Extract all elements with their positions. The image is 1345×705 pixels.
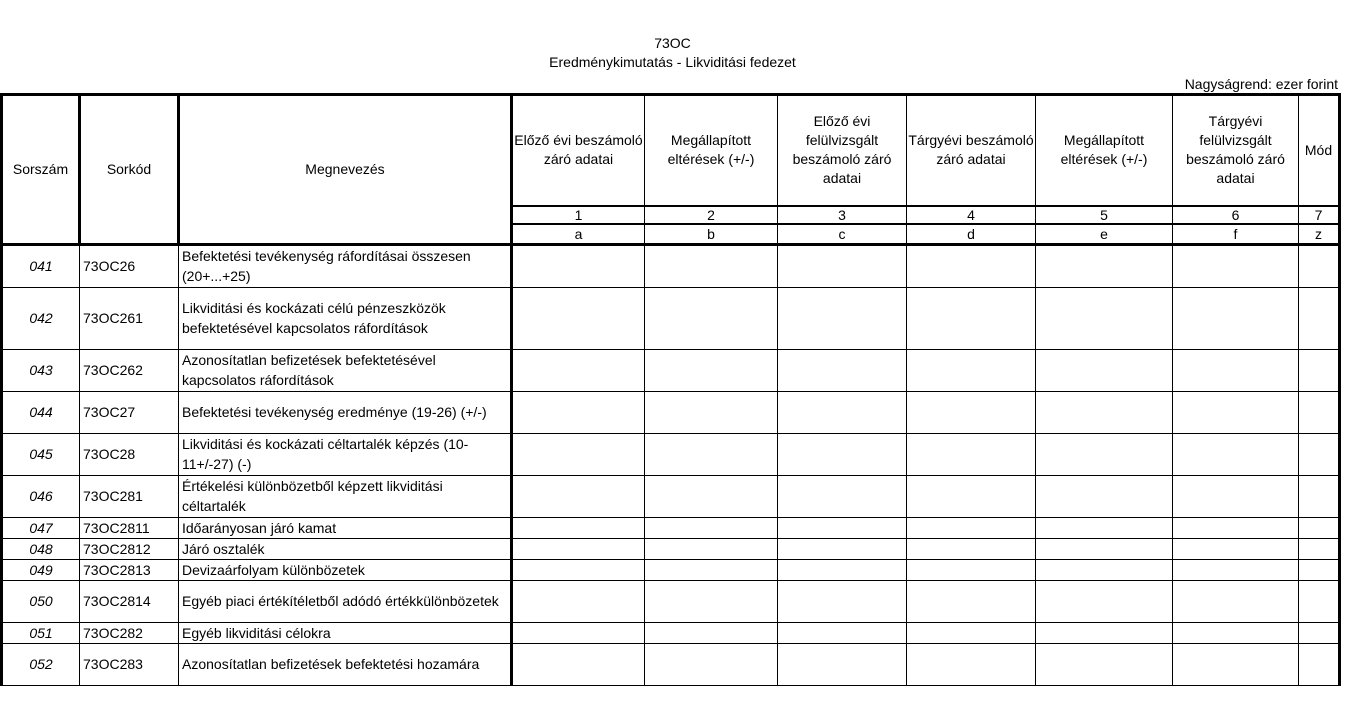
form-title: Eredménykimutatás - Likviditási fedezet [549,54,796,70]
row-sorszam: 045 [2,433,80,475]
row-sorszam: 049 [2,559,80,580]
row-sorszam: 043 [2,349,80,391]
value-cell[interactable] [778,475,907,517]
col-num: 4 [907,206,1036,224]
value-cell[interactable] [778,391,907,433]
value-cell[interactable] [512,580,645,622]
value-cell[interactable] [512,475,645,517]
col-letter: d [907,224,1036,245]
col-letter: a [512,224,645,245]
col-num: 3 [778,206,907,224]
row-sorkod: 73OC283 [80,643,179,685]
col-letter: f [1173,224,1299,245]
row-sorkod: 73OC2814 [80,580,179,622]
value-cell[interactable] [512,622,645,643]
row-sorszam: 052 [2,643,80,685]
value-cell[interactable] [778,538,907,559]
col-header-z: Mód [1299,95,1340,206]
value-cell[interactable] [645,244,778,287]
value-cell[interactable] [645,580,778,622]
value-cell[interactable] [1299,475,1340,517]
table-row [2,580,1340,622]
value-cell[interactable] [1173,433,1299,475]
value-cell[interactable] [1036,391,1173,433]
col-num: 2 [645,206,778,224]
row-sorkod: 73OC2813 [80,559,179,580]
value-cell[interactable] [1299,391,1340,433]
table-row [2,433,1340,475]
value-cell[interactable] [1299,580,1340,622]
value-cell[interactable] [1173,643,1299,685]
value-cell[interactable] [907,244,1036,287]
value-cell[interactable] [645,538,778,559]
value-cell[interactable] [778,287,907,349]
value-cell[interactable] [907,580,1036,622]
col-header-c: Előző évi felülvizsgált beszámoló záró adatai [778,95,907,206]
value-cell[interactable] [907,622,1036,643]
value-cell[interactable] [512,433,645,475]
row-megnevezes: Értékelési különbözetből képzett likviditási céltartalék [179,475,512,517]
value-cell[interactable] [645,643,778,685]
report-table [0,93,1341,686]
value-cell[interactable] [778,559,907,580]
table-row [2,559,1340,580]
value-cell[interactable] [1036,559,1173,580]
value-cell[interactable] [1173,287,1299,349]
row-megnevezes: Devizaárfolyam különbözetek [179,559,512,580]
header-row [2,95,1340,206]
value-cell[interactable] [645,622,778,643]
row-sorszam: 041 [2,244,80,287]
row-sorkod: 73OC28 [80,433,179,475]
value-cell[interactable] [907,349,1036,391]
row-sorkod: 73OC2811 [80,517,179,538]
table-row [2,622,1340,643]
col-header-megnevezes: Megnevezés [179,95,512,245]
row-sorszam: 047 [2,517,80,538]
value-cell[interactable] [1036,538,1173,559]
value-cell[interactable] [778,517,907,538]
value-cell[interactable] [1173,244,1299,287]
table-row [2,349,1340,391]
row-megnevezes: Egyéb likviditási célokra [179,622,512,643]
value-cell[interactable] [645,559,778,580]
table-row [2,475,1340,517]
value-cell[interactable] [645,517,778,538]
value-cell[interactable] [907,643,1036,685]
value-cell[interactable] [1173,580,1299,622]
col-header-a: Előző évi beszámoló záró adatai [512,95,645,206]
row-sorkod: 73OC262 [80,349,179,391]
col-header-sorszam: Sorszám [2,95,80,245]
form-code: 73OC [654,35,691,51]
value-cell[interactable] [778,349,907,391]
row-sorszam: 042 [2,287,80,349]
row-sorkod: 73OC27 [80,391,179,433]
col-header-d: Tárgyévi beszámoló záró adatai [907,95,1036,206]
value-cell[interactable] [1299,244,1340,287]
row-sorszam: 051 [2,622,80,643]
row-megnevezes: Befektetési tevékenység eredménye (19-26) (+/-) [179,391,512,433]
row-megnevezes: Járó osztalék [179,538,512,559]
value-cell[interactable] [1036,517,1173,538]
value-cell[interactable] [907,391,1036,433]
row-sorkod: 73OC281 [80,475,179,517]
col-header-e: Megállapított eltérések (+/-) [1036,95,1173,206]
value-cell[interactable] [1036,622,1173,643]
value-cell[interactable] [645,391,778,433]
row-sorkod: 73OC26 [80,244,179,287]
value-cell[interactable] [907,517,1036,538]
value-cell[interactable] [512,287,645,349]
row-megnevezes: Azonosítatlan befizetések befektetési hozamára [179,643,512,685]
col-letter: c [778,224,907,245]
row-sorkod: 73OC282 [80,622,179,643]
value-cell[interactable] [778,244,907,287]
row-megnevezes: Egyéb piaci értékítéletből adódó értékkülönbözetek [179,580,512,622]
value-cell[interactable] [512,538,645,559]
value-cell[interactable] [1173,622,1299,643]
value-cell[interactable] [645,433,778,475]
table-row [2,643,1340,685]
row-sorkod: 73OC2812 [80,538,179,559]
value-cell[interactable] [645,287,778,349]
row-sorkod: 73OC261 [80,287,179,349]
col-num: 6 [1173,206,1299,224]
table-row [2,517,1340,538]
value-cell[interactable] [1173,517,1299,538]
table-row [2,538,1340,559]
value-cell[interactable] [1036,349,1173,391]
value-cell[interactable] [512,391,645,433]
col-num: 7 [1299,206,1340,224]
table-row [2,287,1340,349]
value-cell[interactable] [512,517,645,538]
row-megnevezes: Időarányosan járó kamat [179,517,512,538]
col-header-b: Megállapított eltérések (+/-) [645,95,778,206]
col-letter: b [645,224,778,245]
value-cell[interactable] [645,475,778,517]
value-cell[interactable] [907,538,1036,559]
col-letter: z [1299,224,1340,245]
value-cell[interactable] [907,287,1036,349]
unit-label: Nagyságrend: ezer forint [1184,76,1338,92]
value-cell[interactable] [907,559,1036,580]
row-megnevezes: Likviditási és kockázati céltartalék képzés (10-11+/-27) (-) [179,433,512,475]
value-cell[interactable] [1299,538,1340,559]
value-cell[interactable] [645,349,778,391]
value-cell[interactable] [1299,349,1340,391]
row-sorszam: 048 [2,538,80,559]
value-cell[interactable] [1036,244,1173,287]
value-cell[interactable] [1299,517,1340,538]
value-cell[interactable] [512,559,645,580]
value-cell[interactable] [1036,580,1173,622]
col-header-f: Tárgyévi felülvizsgált beszámoló záró adatai [1173,95,1299,206]
value-cell[interactable] [1299,433,1340,475]
value-cell[interactable] [1036,433,1173,475]
col-letter: e [1036,224,1173,245]
value-cell[interactable] [1173,349,1299,391]
value-cell[interactable] [1036,287,1173,349]
row-sorszam: 044 [2,391,80,433]
col-header-sorkod: Sorkód [80,95,179,245]
value-cell[interactable] [1036,475,1173,517]
value-cell[interactable] [1299,643,1340,685]
table-row [2,391,1340,433]
value-cell[interactable] [1173,538,1299,559]
value-cell[interactable] [512,349,645,391]
col-num: 5 [1036,206,1173,224]
value-cell[interactable] [1299,287,1340,349]
value-cell[interactable] [1173,391,1299,433]
value-cell[interactable] [1173,475,1299,517]
value-cell[interactable] [1173,559,1299,580]
value-cell[interactable] [778,643,907,685]
value-cell[interactable] [778,433,907,475]
value-cell[interactable] [1036,643,1173,685]
value-cell[interactable] [1299,559,1340,580]
value-cell[interactable] [512,244,645,287]
value-cell[interactable] [907,433,1036,475]
row-megnevezes: Befektetési tevékenység ráfordításai összesen (20+...+25) [179,244,512,287]
row-sorszam: 050 [2,580,80,622]
table-row [2,244,1340,287]
row-megnevezes: Likviditási és kockázati célú pénzeszközök befektetésével kapcsolatos ráfordítások [179,287,512,349]
row-megnevezes: Azonosítatlan befizetések befektetésével kapcsolatos ráfordítások [179,349,512,391]
row-sorszam: 046 [2,475,80,517]
value-cell[interactable] [512,643,645,685]
col-num: 1 [512,206,645,224]
value-cell[interactable] [1299,622,1340,643]
value-cell[interactable] [907,475,1036,517]
value-cell[interactable] [778,622,907,643]
value-cell[interactable] [778,580,907,622]
